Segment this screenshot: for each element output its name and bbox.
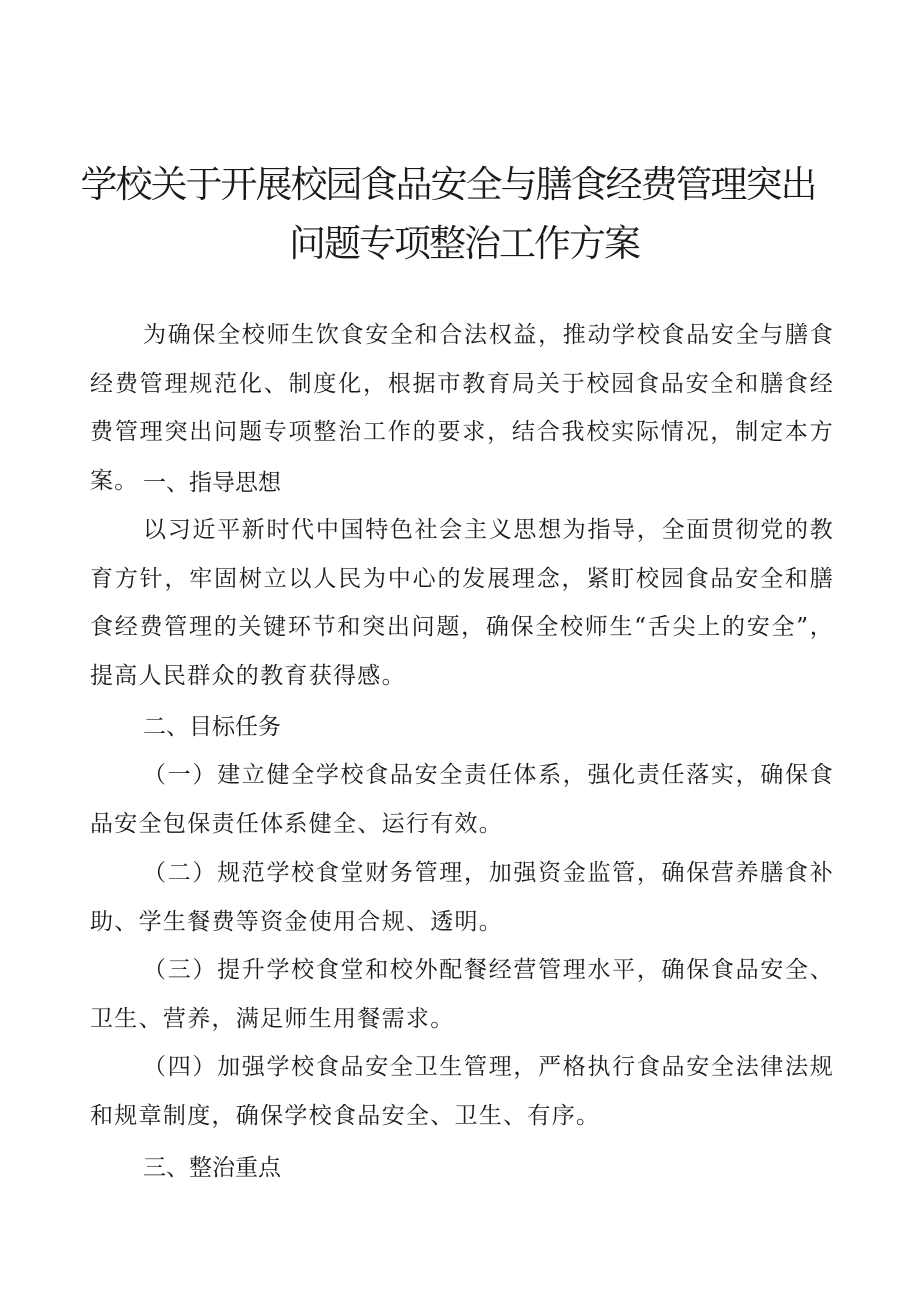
- goal-item-3: （三）提升学校食堂和校外配餐经营管理水平，确保食品安全、卫生、营养，满足师生用餐需求。: [90, 957, 834, 1032]
- section-heading-rectification-focus: 三、整治重点: [143, 1155, 281, 1181]
- guiding-ideology-paragraph: 以习近平新时代中国特色社会主义思想为指导，全面贯彻党的教育方针，牢固树立以人民为中心的发展理念，紧盯校园食品安全和膳食经费管理的关键环节和突出问题，确保全校师生“舌尖上的安全”，提高人民群众的教育获得感。: [90, 517, 834, 689]
- document-title-line-1: 学校关于开展校园食品安全与膳食经费管理突出: [80, 163, 816, 206]
- intro-paragraph: 为确保全校师生饮食安全和合法权益，推动学校食品安全与膳食经费管理规范化、制度化，根据市教育局关于校园食品安全和膳食经费管理突出问题专项整治工作的要求，结合我校实际情况，制定本方案。: [90, 322, 834, 494]
- goal-item-1: （一）建立健全学校食品安全责任体系，强化责任落实，确保食品安全包保责任体系健全、运行有效。: [90, 762, 834, 837]
- goal-item-2: （二）规范学校食堂财务管理，加强资金监管，确保营养膳食补助、学生餐费等资金使用合规、透明。: [90, 860, 834, 935]
- document-title-line-2: 问题专项整治工作方案: [289, 222, 639, 265]
- section-heading-guiding-ideology: 一、指导思想: [143, 470, 281, 496]
- section-heading-goals-tasks: 二、目标任务: [143, 714, 281, 740]
- goal-item-4: （四）加强学校食品安全卫生管理，严格执行食品安全法律法规和规章制度，确保学校食品安全、卫生、有序。: [90, 1054, 834, 1129]
